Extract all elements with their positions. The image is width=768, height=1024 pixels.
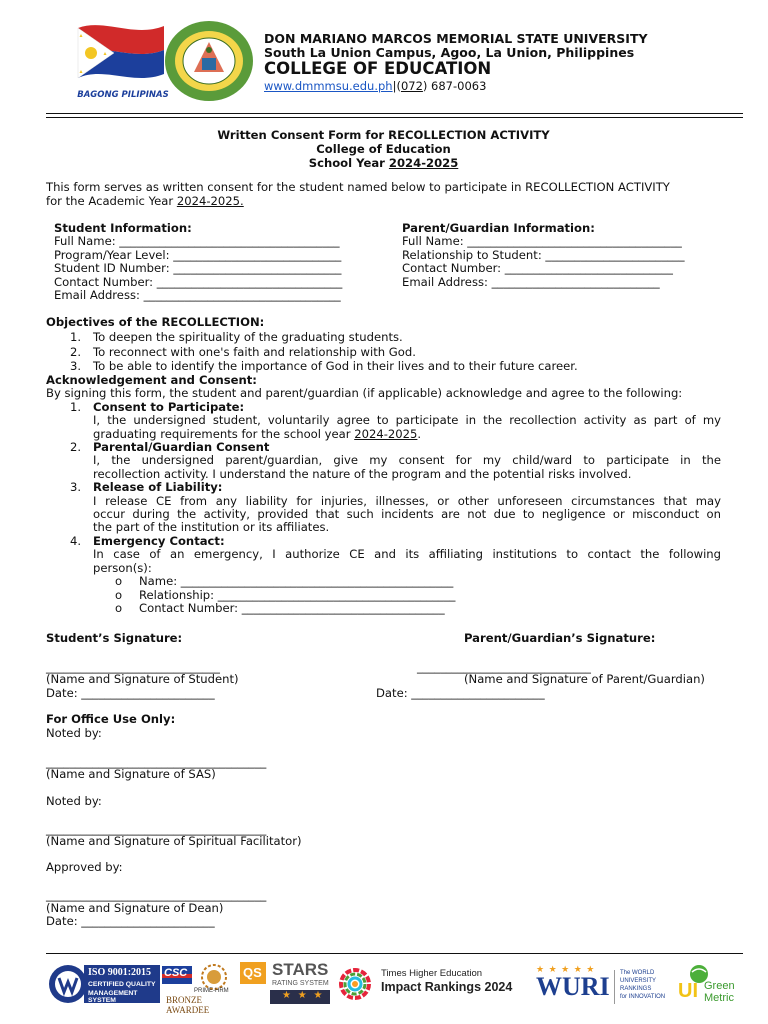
- phone-rest: ) 687-0063: [422, 79, 487, 93]
- iso-certification-badge: [48, 962, 158, 1008]
- facilitator-signature-line[interactable]: ______________________________________: [46, 822, 267, 836]
- objective-item: 3. To be able to identify the importance of God in their lives and to their future career.: [70, 359, 578, 374]
- stars-label: STARS: [272, 960, 329, 979]
- wuri-sub-3: RANKINGS: [620, 986, 652, 992]
- footer-rule: [46, 953, 743, 954]
- the-line-2: Impact Rankings 2024: [381, 980, 513, 994]
- philippine-flag-wave-icon: [74, 20, 168, 92]
- stars-rating: ★ ★ ★: [282, 990, 325, 1001]
- parent-info-section: [402, 222, 685, 289]
- sas-signature-caption: (Name and Signature of SAS): [46, 767, 216, 781]
- qs-stars-badge: [240, 960, 336, 1008]
- website-link[interactable]: www.dmmmsu.edu.ph: [264, 79, 393, 93]
- intro-line-1: This form serves as written consent for the student named below to participate in RECOLLECTION ACTIVITY: [46, 180, 670, 194]
- ack-item-liability: 3. Release of Liability: I release CE from any liability for injuries, illnesses, or other unforeseen circumstances that may occur during the activity, provided that such incidents are not due to negligence or misconduct on the part of the institution or its affiliates.: [70, 480, 721, 535]
- acknowledgement-heading: Acknowledgement and Consent:: [46, 373, 257, 387]
- approved-by-label: Approved by:: [46, 860, 123, 874]
- university-seal-icon: [164, 20, 254, 102]
- dean-signature-line[interactable]: ______________________________________: [46, 888, 267, 902]
- emergency-contact-field[interactable]: o Contact Number: ___________________________________: [115, 600, 445, 615]
- parent-date-field[interactable]: Date: _______________________: [376, 686, 545, 700]
- student-signature-caption: (Name and Signature of Student): [46, 672, 239, 686]
- title-line-1: Written Consent Form for RECOLLECTION ACTIVITY: [217, 128, 550, 142]
- iso-globe-icon: [48, 962, 88, 1006]
- phone-area: 072: [400, 79, 423, 93]
- acknowledgement-intro: By signing this form, the student and parent/guardian (if applicable) acknowledge and agree to the following:: [46, 386, 683, 401]
- parent-email-field[interactable]: Email Address: _____________________________: [402, 274, 660, 289]
- university-name: DON MARIANO MARCOS MEMORIAL STATE UNIVERSITY: [264, 31, 648, 46]
- dean-signature-caption: (Name and Signature of Dean): [46, 901, 224, 915]
- objective-item: 2. To reconnect with one's faith and relationship with God.: [70, 344, 416, 359]
- csc-prime-hrm-badge: [160, 962, 238, 1015]
- qs-label: QS: [243, 965, 262, 980]
- wuri-sub-4: for INNOVATION: [620, 994, 666, 1000]
- bagong-pilipinas-seal: [74, 20, 168, 102]
- phone-prefix: |(: [392, 79, 401, 93]
- seal-caption: BAGONG PILIPINAS: [77, 90, 169, 100]
- objective-item: 1. To deepen the spirituality of the graduating students.: [70, 329, 403, 344]
- title-line-3: School Year 2024-2025: [308, 156, 459, 170]
- iso-sub-2: MANAGEMENT SYSTEM: [88, 990, 138, 1004]
- form-title: [46, 128, 721, 170]
- iso-sub-1: CERTIFIED QUALITY: [88, 981, 156, 988]
- student-date-field[interactable]: Date: _______________________: [46, 686, 215, 700]
- objectives-heading: Objectives of the RECOLLECTION:: [46, 315, 265, 329]
- intro-paragraph: [46, 181, 670, 208]
- metric-label: Metric: [704, 992, 734, 1004]
- wuri-badge: [534, 964, 674, 1008]
- office-date-field[interactable]: Date: _______________________: [46, 914, 215, 928]
- parent-info-heading: Parent/Guardian Information:: [402, 221, 595, 235]
- college-name: COLLEGE OF EDUCATION: [264, 59, 492, 78]
- ack-item-emergency: 4. Emergency Contact: In case of an emergency, I authorize CE and its affiliating institutions to contact the following person(s): o Name: _______________________________________________ o Relationship: _________________________________________ o Contact Number: ___________________________________: [70, 533, 721, 615]
- parent-signature-line[interactable]: ______________________________: [417, 660, 591, 674]
- header-rule-top: [46, 113, 743, 114]
- objectives-section: [46, 315, 721, 374]
- student-contact-field[interactable]: Contact Number: ________________________________: [54, 274, 343, 289]
- facilitator-signature-caption: (Name and Signature of Spiritual Facilitator): [46, 834, 302, 848]
- iso-title: ISO 9001:2015: [88, 967, 152, 978]
- parent-relationship-field[interactable]: Relationship to Student: ________________________: [402, 247, 685, 262]
- emergency-name-field[interactable]: o Name: _______________________________________________: [115, 574, 454, 589]
- wuri-sub-2: UNIVERSITY: [620, 978, 657, 984]
- student-signature-label: Student’s Signature:: [46, 631, 183, 645]
- parent-signature-caption: (Name and Signature of Parent/Guardian): [464, 672, 705, 686]
- title-line-2: College of Education: [316, 142, 451, 156]
- rating-system-label: RATING SYSTEM: [272, 980, 329, 987]
- contact-line: [264, 79, 486, 93]
- office-use-heading: For Office Use Only:: [46, 712, 176, 726]
- student-program-field[interactable]: Program/Year Level: _____________________________: [54, 247, 342, 262]
- bronze-awardee-label: BRONZE AWARDEE: [166, 995, 210, 1015]
- student-info-section: [54, 222, 342, 302]
- student-full-name-field[interactable]: Full Name: ______________________________________: [54, 234, 340, 249]
- wuri-sub-1: The WORLD: [620, 970, 655, 976]
- ack-item-consent: 1. Consent to Participate: I, the undersigned student, voluntarily agree to participate in the recollection activity as part of my graduating requirements for the school year 2024-2025.: [70, 399, 721, 441]
- header-rule-bottom: [46, 117, 743, 118]
- the-impact-rankings-badge: [381, 968, 531, 998]
- student-id-field[interactable]: Student ID Number: _____________________________: [54, 261, 342, 276]
- csc-label: CSC: [164, 967, 188, 979]
- sdg-wheel-icon: [339, 968, 371, 1000]
- wuri-label: WURI: [536, 972, 610, 1001]
- wuri-stars: ★ ★ ★ ★ ★: [536, 964, 596, 974]
- parent-full-name-field[interactable]: Full Name: _____________________________________: [402, 234, 682, 249]
- intro-line-2: for the Academic Year 2024-2025.: [46, 193, 244, 208]
- acknowledgement-section: [46, 374, 721, 615]
- noted-by-label: Noted by:: [46, 726, 102, 740]
- noted-by-label-2: Noted by:: [46, 794, 102, 808]
- green-label: Green: [704, 980, 735, 992]
- student-info-heading: Student Information:: [54, 221, 192, 235]
- parent-signature-label: Parent/Guardian’s Signature:: [464, 631, 656, 645]
- ui-label: UI: [678, 980, 698, 1002]
- parent-contact-field[interactable]: Contact Number: _____________________________: [402, 261, 673, 276]
- student-email-field[interactable]: Email Address: __________________________________: [54, 288, 341, 303]
- prime-hrm-label: PRIME-HRM: [194, 988, 229, 994]
- ack-item-parental: 2. Parental/Guardian Consent I, the undersigned parent/guardian, give my consent for my child/ward to participate in the recollection activity. I understand the nature of the program and the potential risks involved.: [70, 440, 721, 481]
- emergency-relationship-field[interactable]: o Relationship: _________________________________________: [115, 587, 456, 602]
- the-line-1: Times Higher Education: [381, 968, 483, 979]
- student-signature-line[interactable]: ______________________________: [46, 660, 220, 674]
- ui-greenmetric-badge: [678, 962, 744, 1008]
- sas-signature-line[interactable]: ______________________________________: [46, 755, 267, 769]
- campus-address: South La Union Campus, Agoo, La Union, Philippines: [264, 45, 635, 60]
